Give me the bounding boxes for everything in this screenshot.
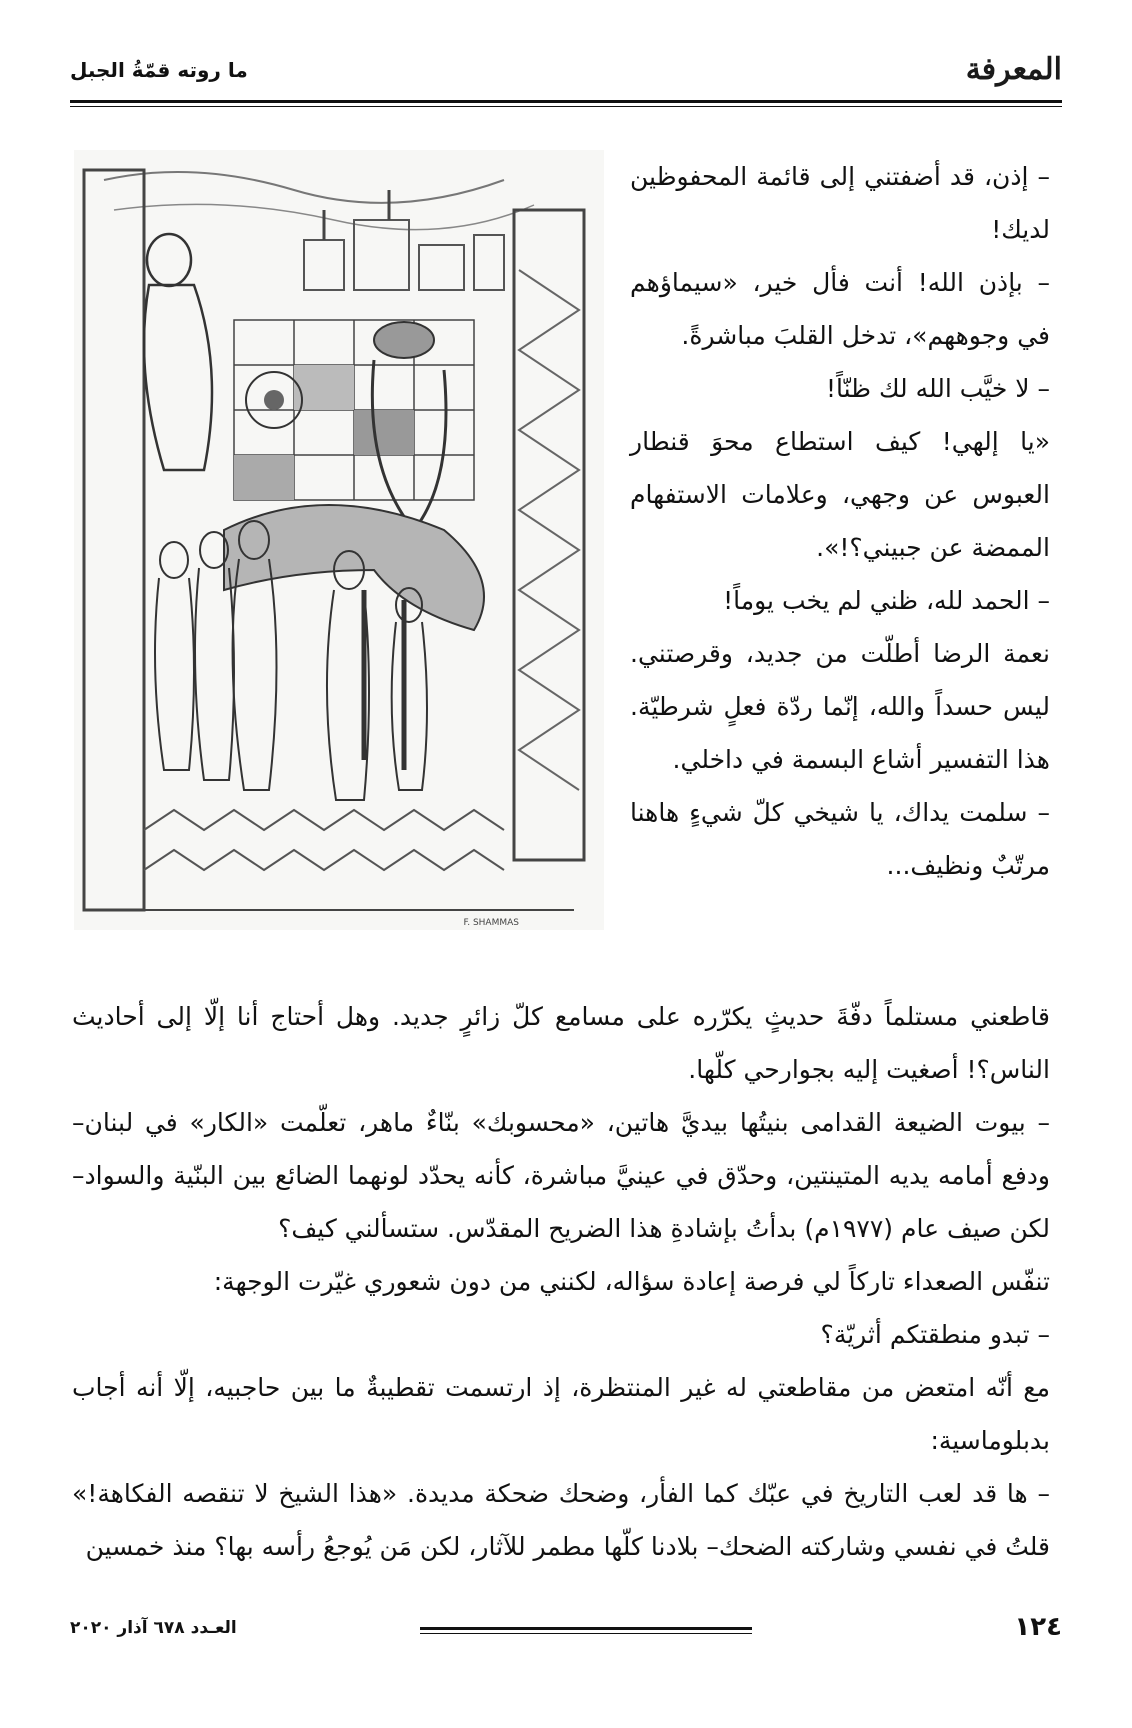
paragraph: مع أنّه امتعض من مقاطعتي له غير المنتظرة، إذ ارتسمت تقطيبةٌ ما بين حاجبيه، إلّا أنه أجاب بدبلوماسية: — [72, 1373, 1050, 1455]
magazine-logo: المعرفة — [965, 52, 1062, 87]
footer-rule-thin — [420, 1633, 752, 1634]
paragraph: – إذن، قد أضفتني إلى قائمة المحفوظين لديك! — [630, 162, 1050, 244]
header-rule — [70, 100, 1062, 103]
illustration-artwork — [74, 150, 604, 930]
artist-signature: F. SHAMMAS — [463, 918, 519, 928]
paragraph: قاطعني مستلماً دفّةَ حديثٍ يكرّره على مسامع كلّ زائرٍ جديد. وهل أحتاج أنا إلّا إلى أحاديث الناس؟! أصغيت إليه بجوارحي كلّها. — [72, 1002, 1050, 1084]
footer-rule — [420, 1627, 752, 1630]
paragraph: – لا خيَّب الله لك ظنّاً! — [825, 374, 1050, 403]
page-number: ١٢٤ — [1014, 1612, 1062, 1642]
paragraph: – الحمد لله، ظني لم يخب يوماً! — [723, 586, 1050, 615]
paragraph: – تبدو منطقتكم أثريّة؟ — [820, 1320, 1050, 1349]
paragraph: «يا إلهي! كيف استطاع محوَ قنطار العبوس عن وجهي، وعلامات الاستفهام الممضة عن جبيني؟!». — [630, 427, 1050, 562]
paragraph: – سلمت يداك، يا شيخي كلّ شيءٍ هاهنا مرتّبٌ ونظيف... — [630, 798, 1050, 880]
header-rule-thin — [70, 106, 1062, 107]
paragraph: نعمة الرضا أطلّت من جديد، وقرصتني. ليس حسداً والله، إنّما ردّة فعلٍ شرطيّة. هذا التفسير أشاع البسمة في داخلي. — [630, 639, 1050, 774]
paragraph: – ها قد لعب التاريخ في عبّك كما الفأر، وضحك ضحكة مديدة. «هذا الشيخ لا تنقصه الفكاهة!» قلتُ في نفسي وشاركته الضحك– بلادنا كلّها مطمر للآثار، لكن مَن يُوجعُ رأسه بها؟ منذ خمسين — [72, 1479, 1050, 1561]
paragraph: – بإذن الله! أنت فأل خير، «سيماؤهم في وجوههم»، تدخل القلبَ مباشرةً. — [630, 268, 1050, 350]
page-footer — [70, 1612, 1062, 1652]
article-running-title: ما روته قمّةُ الجبل — [70, 58, 248, 82]
page-header — [70, 52, 1062, 92]
column-text — [630, 150, 1050, 892]
full-width-text — [72, 990, 1050, 1573]
paragraph: – بيوت الضيعة القدامى بنيتُها بيديَّ هاتين، «محسوبك» بنّاءٌ ماهر، تعلّمت «الكار» في لبنان– ودفع أمامه يديه المتينتين، وحدّق في عينيَّ مباشرة، كأنه يحدّد لونهما الضائع بين البنّية والسواد– لكن صيف عام (١٩٧٧م) بدأتُ بإشادةِ هذا الضريح المقدّس. ستسألني كيف؟ — [72, 1108, 1050, 1243]
issue-info: العـدد ٦٧٨ آذار ٢٠٢٠ — [70, 1618, 237, 1638]
paragraph: تنفّس الصعداء تاركاً لي فرصة إعادة سؤاله، لكنني من دون شعوري غيّرت الوجهة: — [213, 1267, 1050, 1296]
